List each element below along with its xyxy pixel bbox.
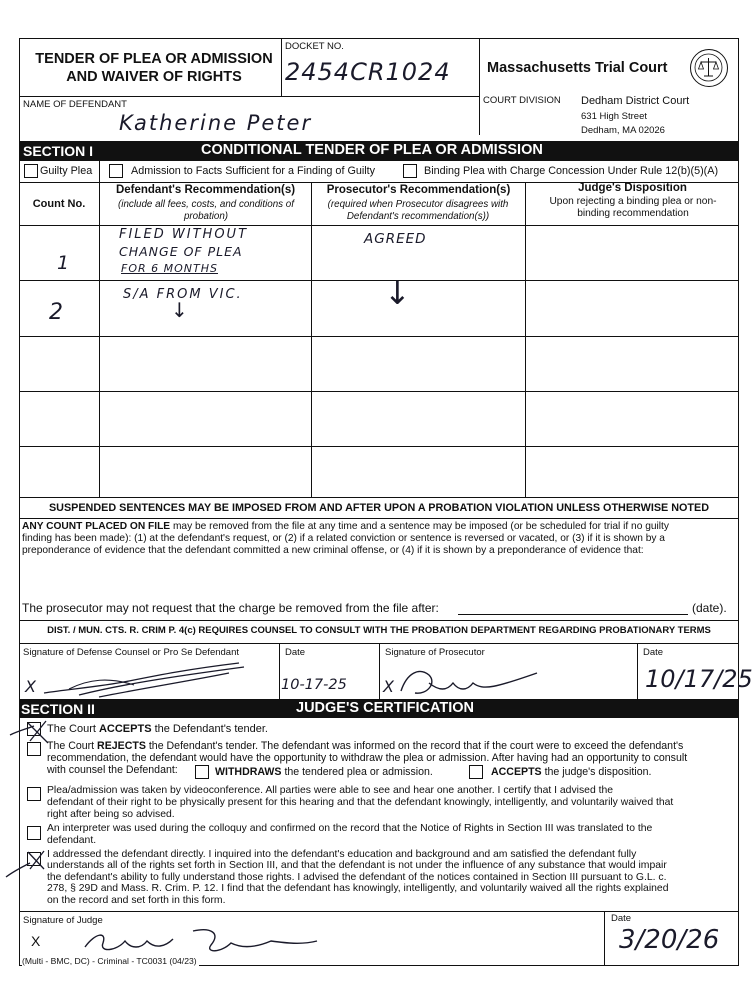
defendant-rec-line: S/A FROM VIC. bbox=[123, 287, 243, 302]
prosecutor-date: 10/17/25 bbox=[645, 665, 753, 693]
court-name: Massachusetts Trial Court bbox=[487, 60, 668, 76]
placed-on-file-paragraph: ANY COUNT PLACED ON FILE may be removed from the file at any time and a sentence may be imposed (or be scheduled for trial if no guilty finding has been made): (1) at the defendant's request, or (2) if a related conviction or sentence is reversed or vacated, or (3) if it is shown by a preponderance of evidence that the defendant committed a new criminal offense, or (4) if it is shown by a preponderance of evidence that: bbox=[22, 521, 669, 556]
section2-label: SECTION II bbox=[21, 701, 95, 717]
court-division-name: Dedham District Court bbox=[581, 95, 690, 107]
date-paren-label: (date). bbox=[692, 601, 727, 615]
guilty-plea-checkbox[interactable] bbox=[24, 164, 38, 178]
down-arrow-icon: ↓ bbox=[384, 274, 411, 312]
judge-date-label: Date bbox=[611, 913, 632, 924]
down-arrow-icon: ↓ bbox=[171, 298, 188, 322]
interpreter-checkbox[interactable] bbox=[27, 826, 41, 840]
accepts-judge-disposition-checkbox[interactable] bbox=[469, 765, 483, 779]
prosecutor-signature-label: Signature of Prosecutor bbox=[385, 647, 485, 658]
judge-signature bbox=[81, 923, 321, 957]
counsel-probation-notice: DIST. / MUN. CTS. R. CRIM P. 4(c) REQUIRES COUNSEL TO CONSULT WITH THE PROBATION DEPARTMENT REGARDING PROBATIONARY TERMS bbox=[47, 625, 711, 636]
defendant-rec-line: FOR 6 MONTHS bbox=[121, 262, 218, 275]
check-mark-icon bbox=[4, 847, 50, 881]
count-number: 1 bbox=[57, 252, 70, 274]
court-division-city: Dedham, MA 02026 bbox=[581, 125, 665, 136]
withdraws-checkbox[interactable] bbox=[195, 765, 209, 779]
section1-label: SECTION I bbox=[23, 143, 94, 159]
court-division-label: COURT DIVISION bbox=[483, 95, 561, 106]
defendant-rec-subheader: (include all fees, costs, and conditions of probation) bbox=[118, 199, 294, 222]
binding-plea-label: Binding Plea with Charge Concession Under Rule 12(b)(5)(A) bbox=[424, 165, 719, 177]
court-seal bbox=[690, 49, 728, 87]
prosecutor-date-label: Date bbox=[643, 647, 664, 658]
court-rejects-paragraph: The Court REJECTS the Defendant's tender. The defendant was informed on the record that if the court were to exceed the defendant's recommendation, the defendant would have the opportunity to withdraw the plea or admission. After having had an opportunity to consult with counsel the Defendant: bbox=[47, 740, 688, 776]
defendant-rec-line: FILED WITHOUT bbox=[119, 227, 249, 242]
defense-signature-label: Signature of Defense Counsel or Pro Se Defendant bbox=[23, 647, 239, 658]
accepts-judge-disposition-label: ACCEPTS the judge's disposition. bbox=[491, 766, 652, 778]
prosecutor-signature bbox=[397, 661, 557, 699]
recommendations-table bbox=[19, 182, 739, 497]
admission-label: Admission to Facts Sufficient for a Finding of Guilty bbox=[131, 165, 376, 177]
section1-signatures bbox=[19, 643, 753, 699]
form-title: TENDER OF PLEA OR ADMISSION AND WAIVER OF RIGHTS bbox=[35, 51, 273, 85]
videoconference-checkbox[interactable] bbox=[27, 787, 41, 801]
table-row bbox=[19, 225, 739, 280]
count-number: 2 bbox=[49, 300, 63, 325]
section2-bar bbox=[19, 699, 739, 718]
defense-signature bbox=[39, 659, 259, 699]
section1-bar bbox=[19, 141, 739, 161]
section1-title: CONDITIONAL TENDER OF PLEA OR ADMISSION bbox=[201, 142, 543, 158]
suspended-sentences-notice: SUSPENDED SENTENCES MAY BE IMPOSED FROM AND AFTER UPON A PROBATION VIOLATION UNLESS OTHERWISE NOTED bbox=[48, 502, 710, 514]
prosecutor-rec-header: Prosecutor's Recommendation(s) bbox=[326, 184, 511, 196]
defendant-name-label: NAME OF DEFENDANT bbox=[23, 99, 127, 110]
judge-signature-label: Signature of Judge bbox=[23, 915, 103, 926]
addressed-directly-paragraph: I addressed the defendant directly. I inquired into the defendant's education and background and am satisfied the defendant fully understands all of the rights set forth in Section III, and that the defendant is not under the influence of any substance that would impair the defendant's ability to fully understand those rights. I advised the defendant of the notices contained in Section III pursuant to G.L. c. 278, § 29D and Mass. R. Crim. P. 12. I find that the defendant has knowingly, intelligently, and voluntarily waived all the rights explained on the record and set forth in this form. bbox=[47, 849, 669, 906]
binding-plea-checkbox[interactable] bbox=[403, 164, 417, 178]
prosecutor-rec-subheader: (required when Prosecutor disagrees with Defendant's recommendation(s)) bbox=[327, 199, 509, 222]
plea-options-row bbox=[19, 161, 739, 182]
judge-disposition-subheader: Upon rejecting a binding plea or non-binding recommendation bbox=[549, 196, 717, 219]
defendant-rec-line: CHANGE OF PLEA bbox=[119, 244, 243, 259]
file-removal-date-line[interactable] bbox=[458, 614, 688, 615]
court-accepts-label: The Court ACCEPTS the Defendant's tender. bbox=[47, 723, 268, 735]
form-footer: (Multi - BMC, DC) - Criminal - TC0031 (04/23) bbox=[22, 956, 197, 966]
docket-label: DOCKET NO. bbox=[285, 41, 344, 52]
judge-disposition-header: Judge's Disposition bbox=[578, 182, 687, 194]
withdraws-label: WITHDRAWS the tendered plea or admission. bbox=[215, 766, 433, 778]
section2-title: JUDGE'S CERTIFICATION bbox=[296, 700, 474, 716]
defendant-rec-header: Defendant's Recommendation(s) bbox=[115, 184, 296, 196]
prosecutor-signature-x: X bbox=[383, 677, 394, 696]
count-no-header: Count No. bbox=[32, 198, 86, 210]
admission-checkbox[interactable] bbox=[109, 164, 123, 178]
videoconference-paragraph: Plea/admission was taken by videoconference. All parties were able to see and hear one another. I certify that I advised the defendant of their right to be physically present for this hearing and that the defendant knowingly, intelligently, and voluntarily waived that right after being so advised. bbox=[47, 785, 674, 820]
docket-number: 2454CR1024 bbox=[285, 58, 451, 86]
judge-signature-x: X bbox=[31, 933, 41, 949]
prosecutor-request-text: The prosecutor may not request that the charge be removed from the file after: bbox=[22, 601, 439, 615]
defendant-name: Katherine Peter bbox=[119, 111, 313, 135]
prosecutor-rec: AGREED bbox=[364, 231, 427, 247]
defense-signature-x: X bbox=[25, 677, 36, 696]
guilty-plea-label: Guilty Plea bbox=[40, 165, 93, 177]
table-row bbox=[19, 274, 739, 336]
defense-date-label: Date bbox=[285, 647, 306, 658]
defense-date: 10-17-25 bbox=[281, 677, 347, 693]
form-header bbox=[19, 38, 739, 138]
judge-date: 3/20/26 bbox=[619, 925, 720, 955]
court-division-street: 631 High Street bbox=[581, 111, 648, 122]
court-rejects-checkbox[interactable] bbox=[27, 742, 41, 756]
interpreter-paragraph: An interpreter was used during the colloquy and confirmed on the record that the Notice of Rights in Section III was translated to the defendant. bbox=[47, 823, 653, 846]
